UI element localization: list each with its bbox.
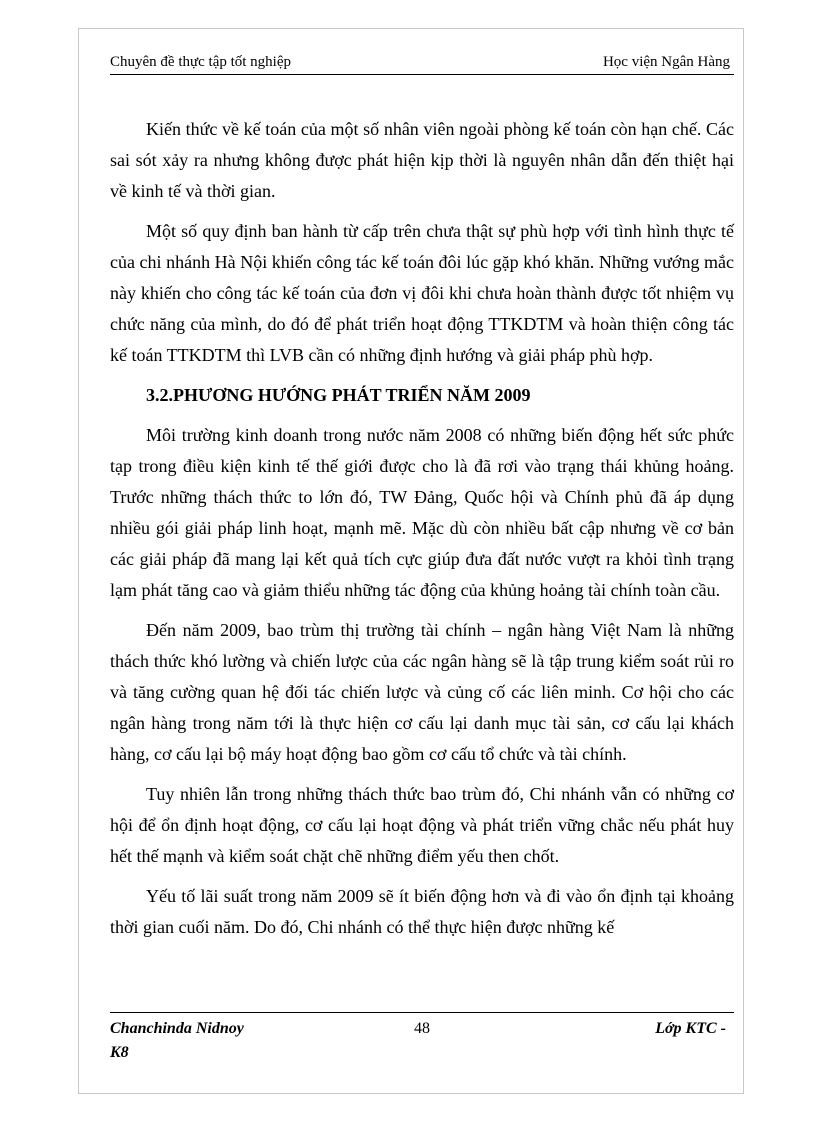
page-number: 48 [414, 1020, 430, 1037]
footer-class-suffix: K8 [110, 1044, 129, 1061]
footer-class: Lớp KTC - [655, 1020, 726, 1037]
paragraph-2: Một số quy định ban hành từ cấp trên chưa thật sự phù hợp với tình hình thực tế của chi nhánh Hà Nội khiến công tác kế toán đôi lúc gặp khó khăn. Những vướng mắc này khiến cho công tác kế toán của đơn vị đôi khi chưa hoàn thành được tốt nhiệm vụ chức năng của mình, do đó để phát triển hoạt động TTKDTM và hoàn thiện công tác kế toán TTKDTM thì LVB cần có những định hướng và giải pháp phù hợp. [110, 221, 734, 365]
footer-author: Chanchinda Nidnoy [110, 1020, 244, 1037]
paragraph-4: Đến năm 2009, bao trùm thị trường tài chính – ngân hàng Việt Nam là những thách thức khó lường và chiến lược của các ngân hàng sẽ là tập trung kiểm soát rủi ro và tăng cường quan hệ đối tác chiến lược và củng cố các liên minh. Cơ hội cho các ngân hàng trong năm tới là thực hiện cơ cấu lại danh mục tài sản, cơ cấu lại khách hàng, cơ cấu lại bộ máy hoạt động bao gồm cơ cấu tổ chức và tài chính. [110, 620, 734, 764]
section-heading: 3.2.PHƯƠNG HƯỚNG PHÁT TRIỂN NĂM 2009 [146, 385, 531, 405]
page-header [110, 50, 734, 75]
paragraph-1: Kiến thức về kế toán của một số nhân viên ngoài phòng kế toán còn hạn chế. Các sai sót xảy ra nhưng không được phát hiện kịp thời là nguyên nhân dẫn đến thiệt hại về kinh tế và thời gian. [110, 119, 734, 201]
page-body [110, 114, 734, 943]
paragraph-5: Tuy nhiên lẫn trong những thách thức bao trùm đó, Chi nhánh vẫn có những cơ hội để ổn định hoạt động, cơ cấu lại hoạt động và phát triển vững chắc nếu phát huy hết thế mạnh và kiểm soát chặt chẽ những điểm yếu then chốt. [110, 784, 734, 866]
header-institution: Học viện Ngân Hàng [602, 54, 730, 70]
header-title: Chuyên đề thực tập tốt nghiệp [110, 54, 292, 70]
paragraph-6: Yếu tố lãi suất trong năm 2009 sẽ ít biến động hơn và đi vào ổn định tại khoảng thời gian cuối năm. Do đó, Chi nhánh có thể thực hiện được những kế [110, 886, 734, 937]
paragraph-3: Môi trường kinh doanh trong nước năm 2008 có những biến động hết sức phức tạp trong điều kiện kinh tế thế giới được cho là đã rơi vào trạng thái khủng hoảng. Trước những thách thức to lớn đó, TW Đảng, Quốc hội và Chính phủ đã áp dụng nhiều gói giải pháp linh hoạt, mạnh mẽ. Mặc dù còn nhiều bất cập nhưng về cơ bản các giải pháp đã mang lại kết quả tích cực giúp đưa đất nước vượt ra khỏi tình trạng lạm phát tăng cao và giảm thiểu những tác động của khủng hoảng tài chính toàn cầu. [110, 425, 734, 600]
page-footer [110, 1012, 734, 1061]
